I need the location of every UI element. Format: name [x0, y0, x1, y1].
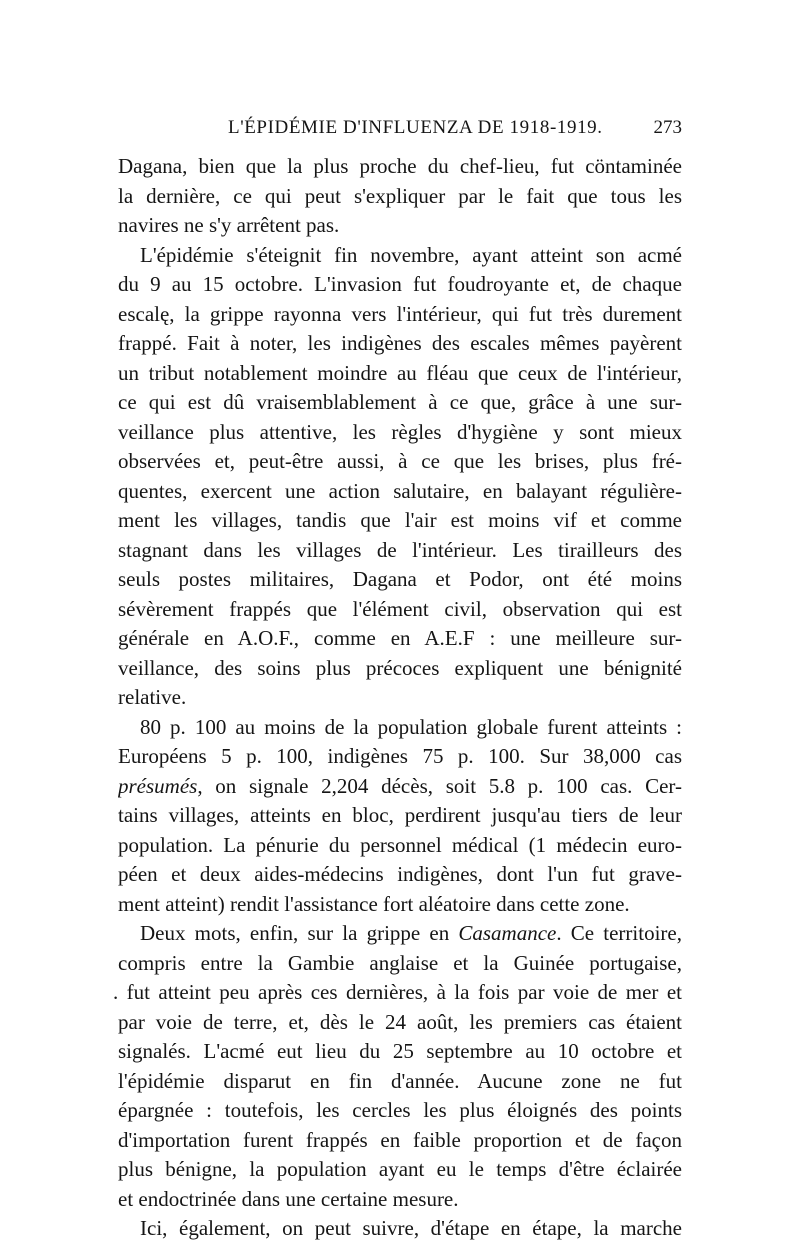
text-line: ce qui est dû vraisemblablement à ce que, grâce à une sur-	[118, 390, 682, 414]
text-line: générale en A.O.F., comme en A.E.F : une meilleure sur-	[118, 626, 682, 650]
text-line: tains villages, atteints en bloc, perdirent jusqu'au tiers de leur	[118, 803, 682, 827]
text-line: relative.	[118, 685, 187, 709]
text-line: par voie de terre, et, dès le 24 août, les premiers cas étaient	[118, 1009, 682, 1034]
page-number: 273	[653, 117, 682, 138]
text-line: veillance plus attentive, les règles d'hygiène y sont mieux	[118, 419, 682, 444]
italic-word: présumés	[118, 773, 198, 798]
body-text	[113, 152, 682, 1244]
text-line: seuls postes militaires, Dagana et Podor, ont été moins	[118, 567, 682, 591]
text-run: Deux mots, enfin, sur la grippe en	[140, 921, 459, 945]
text-line: un tribut notablement moindre au fléau que ceux de l'intérieur,	[118, 360, 682, 385]
text-line: veillance, des soins plus précoces expliquent une bénignité	[118, 655, 682, 680]
text-line: et endoctrinée dans une certaine mesure.	[118, 1186, 459, 1211]
text-line: compris entre la Gambie anglaise et la Guinée portugaise,	[118, 950, 682, 975]
text-line: d'importation furent frappés en faible proportion et de façon	[118, 1127, 682, 1152]
italic-word: Casamance	[458, 921, 557, 945]
text-line: ment atteint) rendit l'assistance fort aléatoire dans cette zone.	[118, 891, 630, 916]
text-line: du 9 au 15 octobre. L'invasion fut foudroyante et, de chaque	[118, 272, 682, 296]
text-line: la dernière, ce qui peut s'expliquer par le fait que tous les	[118, 183, 682, 208]
text-line	[118, 919, 682, 949]
text-line: . fut atteint peu après ces dernières, à la fois par voie de mer et	[113, 980, 682, 1004]
text-line: escalę, la grippe rayonna vers l'intérieur, qui fut très durement	[118, 301, 682, 326]
text-line: observées et, peut-être aussi, à ce que les brises, plus fré-	[118, 449, 682, 473]
text-line: ment les villages, tandis que l'air est moins vif et comme	[118, 508, 682, 532]
text-line: Ici, également, on peut suivre, d'étape en étape, la marche	[140, 1216, 682, 1240]
text-line	[118, 772, 682, 802]
text-line: sévèrement frappés que l'élément civil, observation qui est	[118, 596, 682, 621]
text-line: Européens 5 p. 100, indigènes 75 p. 100. Sur 38,000 cas	[118, 744, 682, 768]
text-line: population. La pénurie du personnel médical (1 médecin euro-	[118, 832, 682, 857]
text-run: , on signale 2,204 décès, soit 5.8 p. 100 cas. Cer-	[197, 773, 682, 798]
text-line: L'épidémie s'éteignit fin novembre, ayant atteint son acmé	[140, 242, 682, 267]
text-line: plus bénigne, la population ayant eu le temps d'être éclairée	[118, 1157, 682, 1181]
text-line: stagnant dans les villages de l'intérieur. Les tirailleurs des	[118, 537, 682, 562]
text-line: l'épidémie disparut en fin d'année. Aucune zone ne fut	[118, 1068, 682, 1093]
text-line: navires ne s'y arrêtent pas.	[118, 213, 340, 237]
text-line: quentes, exercent une action salutaire, en balayant régulière-	[118, 478, 682, 503]
page-header	[120, 117, 682, 143]
text-line: Dagana, bien que la plus proche du chef-lieu, fut cöntaminée	[118, 154, 682, 178]
text-line: épargnée : toutefois, les cercles les plus éloignés des points	[118, 1098, 682, 1122]
running-title: L'ÉPIDÉMIE D'INFLUENZA DE 1918-1919.	[228, 117, 603, 138]
text-line: signalés. L'acmé eut lieu du 25 septembre au 10 octobre et	[118, 1039, 682, 1063]
text-line: frappé. Fait à noter, les indigènes des escales mêmes payèrent	[118, 331, 682, 355]
text-run: . Ce territoire,	[556, 921, 682, 945]
text-line: péen et deux aides-médecins indigènes, dont l'un fut grave-	[118, 862, 682, 886]
text-line: 80 p. 100 au moins de la population globale furent atteints :	[140, 714, 682, 739]
